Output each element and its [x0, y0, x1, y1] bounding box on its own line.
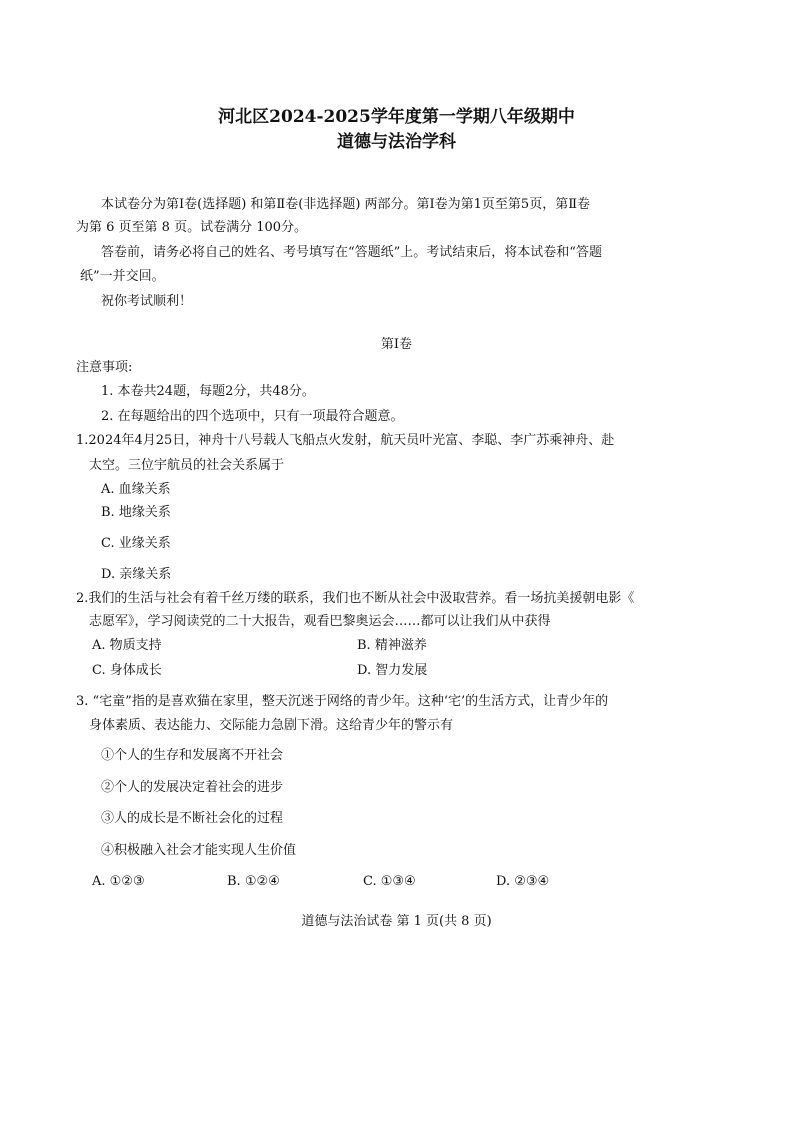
intro-line-5: 祝你考试顺利！: [101, 294, 193, 309]
q3-option-d: D. ②③④: [496, 874, 550, 889]
q1-text-line-2: 太空。三位宇航员的社会关系属于: [89, 458, 285, 473]
q2-text-line-1: 2.我们的生活与社会有着千丝万缕的联系，我们也不断从社会中汲取营养。看一场抗美援朝电影《: [76, 591, 635, 606]
q3-option-c: C. ①③④: [363, 874, 416, 889]
q2-option-a: A. 物质支持: [92, 638, 162, 653]
q1-option-a: A. 血缘关系: [101, 482, 171, 497]
q3-statement-2: ②个人的发展决定着社会的进步: [101, 780, 284, 795]
q1-option-b: B. 地缘关系: [101, 505, 171, 520]
q1-text-line-1: 1.2024年4月25日，神舟十八号载人飞船点火发射，航天员叶光富、李聪、李广苏乘神舟、赴: [76, 433, 615, 448]
q1-option-d: D. 亲缘关系: [101, 567, 172, 582]
notice-item-2: 2. 在每题给出的四个选项中，只有一项最符合题意。: [101, 409, 404, 424]
q2-option-d: D. 智力发展: [357, 663, 428, 678]
section-title: 第Ⅰ卷: [380, 337, 413, 352]
q3-statement-1: ①个人的生存和发展离不开社会: [101, 748, 284, 763]
exam-title: 河北区2024-2025学年度第一学期八年级期中: [218, 107, 575, 127]
q3-statement-3: ③人的成长是不断社会化的过程: [101, 811, 284, 826]
notice-label: 注意事项:: [76, 360, 133, 375]
intro-line-3: 答卷前，请务必将自己的姓名、考号填写在“答题纸”上。考试结束后，将本试卷和“答题: [101, 245, 602, 260]
q2-option-c: C. 身体成长: [92, 663, 162, 678]
q3-option-b: B. ①②④: [227, 874, 280, 889]
q3-text-line-2: 身体素质、表达能力、交际能力急剧下滑。这给青少年的警示有: [89, 718, 454, 733]
q2-option-b: B. 精神滋养: [357, 638, 427, 653]
q3-statement-4: ④积极融入社会才能实现人生价值: [101, 843, 297, 858]
q1-option-c: C. 业缘关系: [101, 536, 171, 551]
intro-line-4: 纸”一并交回。: [80, 269, 165, 284]
exam-subject: 道德与法治学科: [337, 132, 456, 152]
page-footer: 道德与法治试卷 第 1 页(共 8 页): [301, 914, 492, 929]
intro-line-2: 为第 6 页至第 8 页。试卷满分 100分。: [76, 220, 308, 235]
notice-item-1: 1. 本卷共24题，每题2分，共48分。: [101, 384, 315, 399]
intro-line-1: 本试卷分为第Ⅰ卷(选择题) 和第Ⅱ卷(非选择题) 两部分。第Ⅰ卷为第1页至第5页，第Ⅱ卷: [101, 197, 591, 212]
q3-option-a: A. ①②③: [92, 874, 145, 889]
q2-text-line-2: 志愿军》，学习阅读党的二十大报告，观看巴黎奥运会……都可以让我们从中获得: [89, 614, 551, 629]
q3-text-line-1: 3. “宅童”指的是喜欢猫在家里，整天沉迷于网络的青少年。这种‘宅’的生活方式，让青少年的: [76, 694, 609, 709]
